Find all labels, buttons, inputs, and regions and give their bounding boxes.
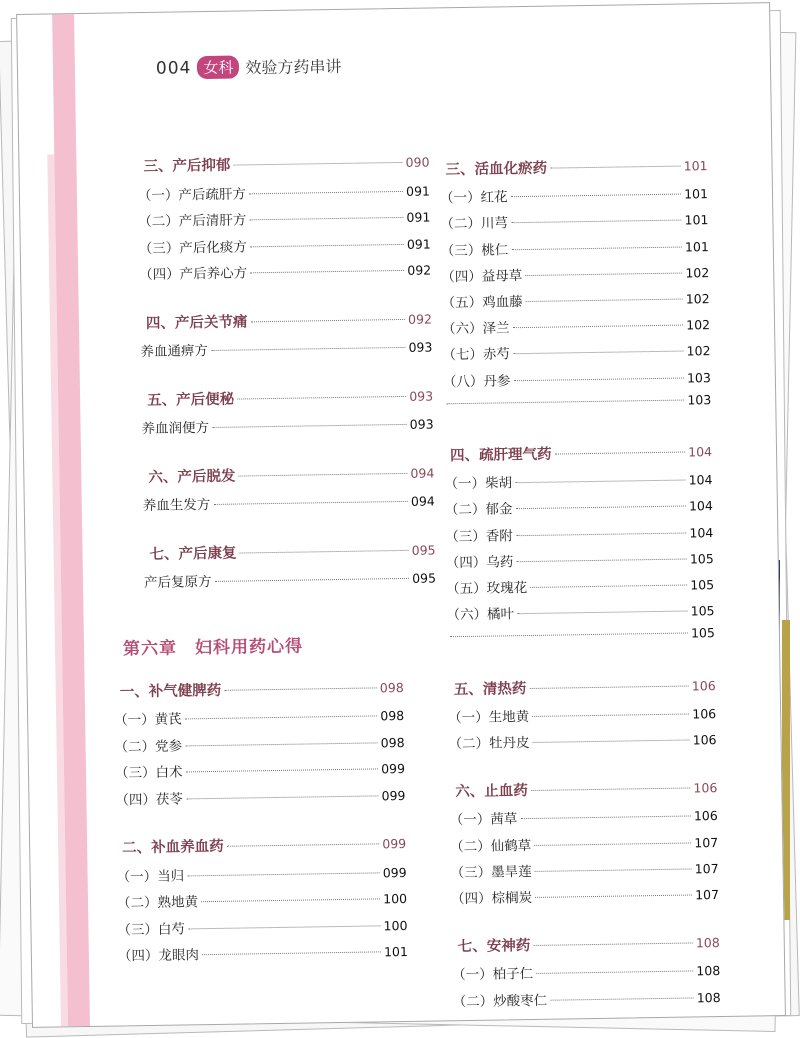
entry-label: （二）党参 xyxy=(114,737,183,756)
dot-leader xyxy=(513,377,684,381)
entry-label: （二）郁金 xyxy=(444,501,513,519)
page-ref: 102 xyxy=(686,317,711,333)
dot-leader xyxy=(520,816,691,820)
toc-entry[interactable] xyxy=(441,287,709,311)
page-ref: 099 xyxy=(381,760,406,777)
toc-entry[interactable] xyxy=(451,883,719,907)
page-ref: 099 xyxy=(382,835,407,852)
toc-entry[interactable] xyxy=(450,857,718,881)
entry-label: （六）泽兰 xyxy=(441,320,510,338)
page-ref: 093 xyxy=(409,416,434,432)
toc-entry[interactable] xyxy=(118,940,408,965)
page-ref: 105 xyxy=(690,577,715,593)
toc-section-heading[interactable] xyxy=(458,931,720,956)
page-ref: 107 xyxy=(694,860,719,877)
toc-entry[interactable] xyxy=(440,209,708,233)
toc-section-heading[interactable] xyxy=(147,384,433,409)
dot-leader xyxy=(188,925,381,929)
page-ref: 106 xyxy=(693,780,718,796)
page-ref: 106 xyxy=(692,732,717,748)
dot-leader xyxy=(515,506,686,510)
entry-label: 养血通痹方 xyxy=(140,343,209,361)
toc-section-heading[interactable] xyxy=(445,154,707,179)
toc-section-heading[interactable] xyxy=(120,675,404,700)
toc-entry[interactable] xyxy=(441,261,709,285)
dot-leader xyxy=(249,217,403,220)
dot-leader xyxy=(515,480,686,484)
page-ref: 100 xyxy=(383,890,408,907)
page-ref: 093 xyxy=(409,387,434,404)
toc-entry[interactable] xyxy=(117,913,407,938)
dot-leader xyxy=(250,318,405,321)
page-ref: 091 xyxy=(406,236,431,252)
toc-section-heading[interactable] xyxy=(454,674,716,699)
entry-label: 养血生发方 xyxy=(142,496,211,515)
section-title: 五、清热药 xyxy=(453,679,527,698)
toc-entry[interactable] xyxy=(442,340,710,364)
entry-label: （五）玫瑰花 xyxy=(446,580,528,598)
toc-page xyxy=(16,2,786,1028)
page-ref: 091 xyxy=(405,183,431,199)
dot-leader xyxy=(202,951,381,955)
book-badge: 女科 xyxy=(197,55,239,79)
page-ref: 101 xyxy=(683,158,708,174)
dot-leader xyxy=(213,501,408,505)
page-ref: 108 xyxy=(696,963,721,979)
page-ref: 101 xyxy=(684,238,709,255)
page-ref: 106 xyxy=(691,677,716,694)
toc-entry[interactable] xyxy=(445,494,713,518)
toc-entry[interactable] xyxy=(450,831,718,855)
toc-section-heading[interactable] xyxy=(148,461,434,486)
toc-entry[interactable] xyxy=(446,573,714,597)
page-ref: 098 xyxy=(379,679,404,695)
toc-entry[interactable] xyxy=(452,986,720,1010)
entry-label: 养血润便方 xyxy=(141,420,210,438)
toc-entry[interactable] xyxy=(116,860,406,885)
page-ref: 102 xyxy=(686,343,711,359)
entry-label: （三）产后化痰方 xyxy=(138,238,247,257)
section-title: 五、产后便秘 xyxy=(147,390,235,409)
entry-label: （四）茯苓 xyxy=(115,790,184,809)
page-ref: 093 xyxy=(408,339,433,355)
page-ref: 099 xyxy=(382,864,407,880)
section-title: 六、止血药 xyxy=(455,782,528,801)
toc-section-heading[interactable] xyxy=(450,440,712,465)
dot-leader xyxy=(185,742,378,746)
section-title: 四、产后关节痛 xyxy=(145,312,248,332)
entry-label: （二）炒酸枣仁 xyxy=(452,992,548,1010)
toc-entry[interactable] xyxy=(141,412,433,437)
page-ref: 107 xyxy=(694,834,719,851)
page-ref: 102 xyxy=(685,291,710,307)
entry-label: （二）仙鹤草 xyxy=(450,837,532,855)
page-ref: 104 xyxy=(688,444,713,460)
page-ref: 102 xyxy=(685,264,710,281)
dot-leader xyxy=(516,558,687,562)
toc-entry[interactable] xyxy=(138,179,430,204)
dot-leader xyxy=(511,220,682,224)
toc-entry[interactable] xyxy=(140,335,432,360)
page-ref: 095 xyxy=(412,570,437,586)
section-title: 四、疏肝理气药 xyxy=(449,445,552,465)
section-title: 六、产后脱发 xyxy=(148,467,236,486)
toc-entry[interactable] xyxy=(448,702,716,726)
page-ref: 108 xyxy=(695,935,720,951)
dot-leader xyxy=(525,272,682,275)
toc-entry[interactable] xyxy=(114,704,404,729)
entry-label: （一）红花 xyxy=(439,189,508,207)
section-title: 七、安神药 xyxy=(457,937,531,956)
dot-leader xyxy=(212,424,407,428)
entry-label: （三）桃仁 xyxy=(440,241,509,259)
toc-entry[interactable] xyxy=(115,757,405,782)
entry-label: （四）产后养心方 xyxy=(139,265,248,284)
page-ref: 107 xyxy=(695,887,720,903)
toc-entry[interactable] xyxy=(442,313,710,337)
toc-entry[interactable] xyxy=(452,959,720,983)
toc-entry[interactable] xyxy=(448,728,716,752)
toc-entry[interactable] xyxy=(139,258,431,283)
page-ref: 104 xyxy=(688,472,713,488)
book-title: 效验方药串讲 xyxy=(245,56,342,78)
dot-leader xyxy=(550,166,681,169)
entry-label: （二）产后清肝方 xyxy=(138,212,247,231)
entry-label: （一）产后疏肝方 xyxy=(137,185,247,204)
page-header xyxy=(156,54,342,80)
chapter-heading[interactable]: 第六章 妇科用药心得 xyxy=(122,636,304,659)
dot-leader xyxy=(186,768,379,772)
entry-label: （八）丹参 xyxy=(442,372,511,390)
dot-leader xyxy=(534,842,691,845)
dot-leader xyxy=(511,246,682,250)
page-ref: 092 xyxy=(407,262,432,278)
page-ref: 095 xyxy=(411,541,436,558)
dot-leader xyxy=(450,633,688,638)
entry-label: （五）鸡血藤 xyxy=(441,294,523,312)
dot-leader xyxy=(211,347,406,351)
page-ref: 098 xyxy=(380,734,405,750)
toc-entry[interactable] xyxy=(115,783,405,808)
page-ref: 100 xyxy=(383,917,408,933)
toc-entry[interactable] xyxy=(450,804,718,828)
page-ref: 105 xyxy=(690,603,715,619)
entry-label: （三）香附 xyxy=(445,527,513,545)
toc-entry-continuation[interactable] xyxy=(443,392,711,411)
toc-entry[interactable] xyxy=(143,489,435,514)
section-title: 三、产后抑郁 xyxy=(143,156,231,176)
dot-leader xyxy=(536,971,693,974)
page-ref: 104 xyxy=(688,498,714,514)
dot-leader xyxy=(535,868,692,871)
dot-leader xyxy=(513,351,684,355)
toc-entry-continuation[interactable] xyxy=(447,625,715,644)
dot-leader xyxy=(526,299,683,302)
dot-leader xyxy=(533,739,690,742)
entry-label: 产后复原方 xyxy=(143,573,212,592)
dot-leader xyxy=(215,578,410,582)
dot-leader xyxy=(238,472,407,476)
entry-label: （二）熟地黄 xyxy=(116,894,199,912)
page-ref: 094 xyxy=(410,493,435,509)
dot-leader xyxy=(249,190,403,193)
entry-label: （二）牡丹皮 xyxy=(448,735,530,753)
toc-entry[interactable] xyxy=(446,547,714,571)
toc-entry[interactable] xyxy=(114,730,404,755)
page-ref: 098 xyxy=(380,707,405,724)
dot-leader xyxy=(201,898,380,902)
dot-leader xyxy=(555,452,686,455)
entry-label: （七）赤芍 xyxy=(442,346,511,364)
dot-leader xyxy=(237,395,406,399)
entry-label: （四）益母草 xyxy=(441,267,523,286)
dot-leader xyxy=(532,713,689,716)
dot-leader xyxy=(227,843,380,846)
entry-label: （一）茜草 xyxy=(449,811,518,829)
entry-label: （四）棕榈炭 xyxy=(450,889,533,908)
page-ref: 104 xyxy=(689,524,714,541)
entry-label: （一）黄芪 xyxy=(114,711,182,729)
toc-section-heading[interactable] xyxy=(122,832,406,857)
entry-label: （一）柏子仁 xyxy=(452,966,534,984)
entry-label: （六）橘叶 xyxy=(446,606,515,624)
page-ref: 101 xyxy=(684,212,709,228)
page-ref: 090 xyxy=(405,154,430,170)
toc-entry[interactable] xyxy=(144,566,436,591)
dot-leader xyxy=(187,872,380,876)
toc-section-heading[interactable] xyxy=(149,538,435,563)
section-title: 一、补气健脾药 xyxy=(119,681,222,700)
dot-leader xyxy=(185,715,378,719)
page-ref: 094 xyxy=(410,464,435,481)
entry-label: （一）柴胡 xyxy=(444,475,513,493)
page-ref: 101 xyxy=(383,943,408,960)
dot-leader xyxy=(250,243,404,246)
dot-leader xyxy=(233,162,402,166)
toc-section-heading[interactable] xyxy=(455,776,717,801)
page-ref: 105 xyxy=(689,550,714,567)
dot-leader xyxy=(224,687,377,690)
dot-leader xyxy=(535,894,692,897)
dot-leader xyxy=(250,270,404,273)
toc-entry[interactable] xyxy=(441,235,709,259)
page-ref: 106 xyxy=(693,808,718,824)
dot-leader xyxy=(516,532,687,536)
toc-entry[interactable] xyxy=(139,232,431,257)
page-ref: 099 xyxy=(381,787,406,803)
toc-section-heading[interactable] xyxy=(143,151,429,176)
page-ref: 091 xyxy=(406,209,431,225)
toc-entry[interactable] xyxy=(444,468,712,492)
dot-leader xyxy=(530,585,687,588)
dot-leader xyxy=(529,685,689,689)
dot-leader xyxy=(511,194,682,198)
entry-label: （二）川芎 xyxy=(440,215,509,233)
page-ref: 103 xyxy=(687,391,712,408)
dot-leader xyxy=(446,399,684,404)
page-ref: 092 xyxy=(407,310,433,327)
toc-section-heading[interactable] xyxy=(146,307,432,332)
entry-label: （一）生地黄 xyxy=(448,708,530,727)
dot-leader xyxy=(517,611,688,615)
entry-label: （三）墨旱莲 xyxy=(450,863,532,882)
dot-leader xyxy=(550,997,694,1000)
entry-label: （一）当归 xyxy=(116,867,185,886)
dot-leader xyxy=(186,795,379,799)
toc-entry[interactable] xyxy=(440,182,708,206)
page-ref: 106 xyxy=(692,705,717,722)
toc-entry[interactable] xyxy=(117,887,407,912)
entry-label: （三）白芍 xyxy=(117,920,186,939)
page-number: 004 xyxy=(155,57,192,79)
dot-leader xyxy=(533,943,693,947)
toc-entry[interactable] xyxy=(443,366,711,390)
entry-label: （三）白术 xyxy=(114,764,183,782)
page-ref: 108 xyxy=(696,989,721,1006)
section-title: 二、补血养血药 xyxy=(122,837,224,857)
page-ref: 105 xyxy=(690,625,716,641)
page-ref: 103 xyxy=(686,369,711,386)
toc-entry[interactable] xyxy=(446,599,714,623)
dot-leader xyxy=(531,788,691,792)
entry-label: （四）乌药 xyxy=(445,554,514,572)
section-title: 七、产后康复 xyxy=(149,544,237,563)
dot-leader xyxy=(240,549,409,553)
toc-entry[interactable] xyxy=(138,206,430,231)
section-title: 三、活血化瘀药 xyxy=(445,159,548,179)
dot-leader xyxy=(513,325,684,329)
toc-entry[interactable] xyxy=(445,521,713,545)
page-ref: 101 xyxy=(684,186,709,202)
entry-label: （四）龙眼肉 xyxy=(117,947,200,965)
